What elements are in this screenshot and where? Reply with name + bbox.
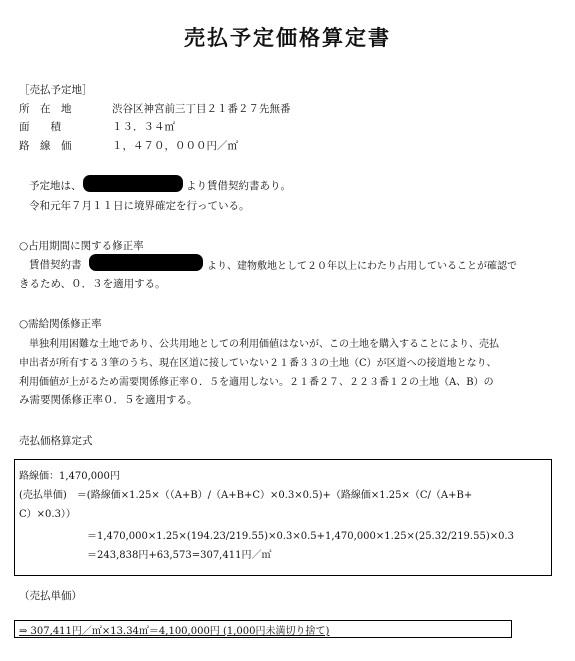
formula-unit-line1: (売払単価) ＝(路線価×1.25×（（A+B）/（A+B+C）×0.3×0.5)+（路線価×1.25×（C/（A+B+ — [19, 490, 473, 501]
intro-line1-suffix: より賃借契約書あり。 — [186, 180, 291, 192]
occupancy-line2: きるため、０．３を適用する。 — [19, 278, 166, 290]
page-title: 売払予定価格算定書 — [184, 25, 391, 50]
formula-calc-line2: ＝243,838円+63,573=307,411円／㎡ — [87, 550, 272, 561]
occupancy-heading: ○占用期間に関する修正率 — [19, 240, 144, 252]
occupancy-line1-suffix: より、建物敷地として２０年以上にわたり占用していることが確認で — [207, 261, 517, 272]
demand-line: 利用価値が上がるため需要関係修正率０．５を適用しない。２１番２７、２２３番１２の土地（A、B）の — [19, 377, 494, 388]
unit-price-label: （売払単価） — [19, 590, 82, 602]
formula-road-price: 路線価：1,470,000円 — [19, 471, 120, 482]
demand-line: み需要関係修正率０．５を適用する。 — [19, 394, 198, 406]
site-header: ［売払予定地］ — [19, 84, 93, 96]
formula-calc-line1: ＝1,470,000×1.25×(194.23/219.55)×0.3×0.5+1,470,000×1.25×(25.32/219.55)×0.3 — [87, 531, 515, 542]
occupancy-line1-prefix: 賃借契約書 — [29, 259, 82, 271]
formula-unit-line2: C）×0.3）） — [19, 509, 76, 520]
intro-line2: 令和元年７月１１日に境界確定を行っている。 — [29, 200, 250, 212]
demand-line: 申出者が所有する３筆のうち、現在区道に接していない２１番３３の土地（C）が区道への接道地となり、 — [19, 358, 497, 369]
redaction-block — [89, 254, 203, 271]
road-price-label: 路 線 価 — [19, 140, 72, 152]
location-label: 所 在 地 — [19, 103, 72, 115]
result-line: ⇒ 307,411円／㎡×13.34㎡＝4,100,000円 (1,000円未満切り捨て) — [19, 626, 330, 637]
redaction-block — [83, 175, 183, 192]
formula-heading: 売払価格算定式 — [19, 435, 93, 447]
area-label: 面 積 — [19, 121, 61, 133]
demand-heading: ○需給関係修正率 — [19, 318, 102, 330]
intro-line1-prefix: 予定地は、 — [29, 180, 82, 192]
area-value: １３．３４㎡ — [112, 121, 175, 133]
road-price-value: １，４７０，０００円／㎡ — [112, 140, 238, 152]
demand-line: 単独利用困難な土地であり、公共用地としての利用価値はないが、この土地を購入することにより、売払 — [29, 339, 499, 350]
location-value: 渋谷区神宮前三丁目２１番２７先無番 — [112, 103, 291, 115]
